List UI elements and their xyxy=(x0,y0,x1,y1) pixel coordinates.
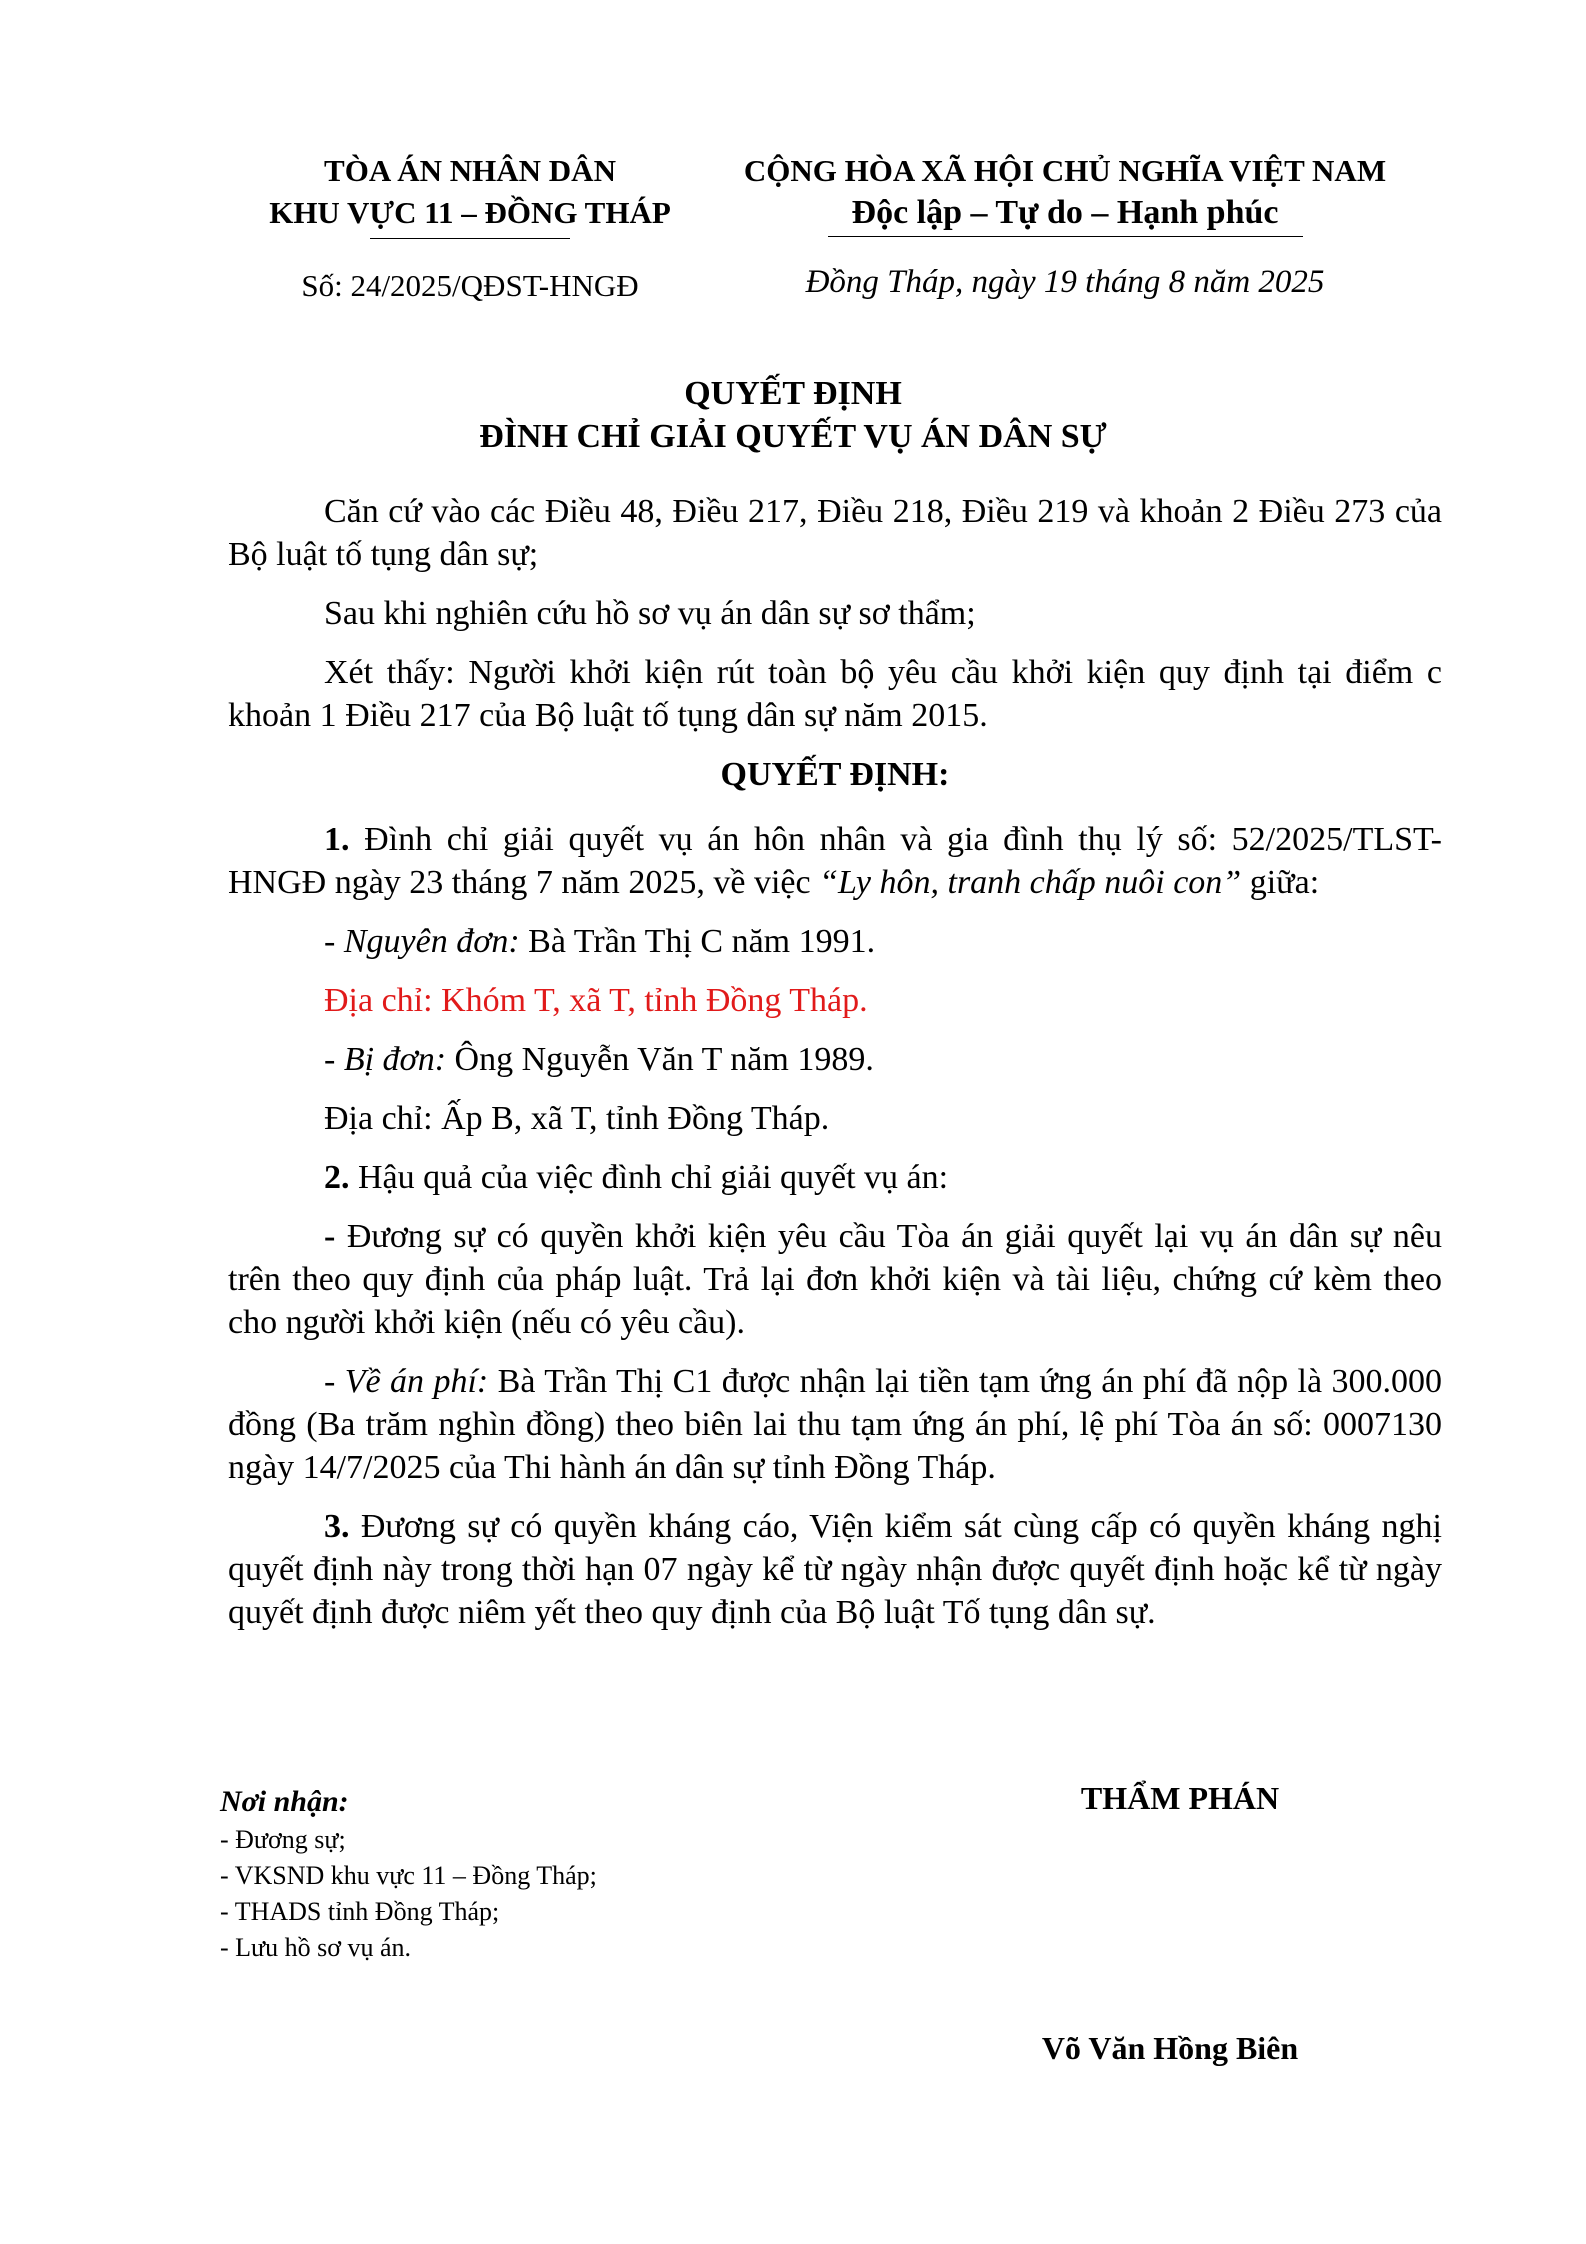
item-2-text: Hậu quả của việc đình chỉ giải quyết vụ án: xyxy=(349,1159,949,1196)
title-line-1: QUYẾT ĐỊNH xyxy=(684,375,902,412)
item-2a-text: Đương sự có quyền khởi kiện yêu cầu Tòa án giải quyết lại vụ án dân sự nêu trên theo quy định của pháp luật. Trả lại đơn khởi kiện và tài liệu, chứng cứ kèm theo cho người khởi kiện (nếu có yêu cầu). xyxy=(228,1218,1442,1341)
item-1-end: giữa: xyxy=(1241,864,1320,901)
national-motto: Độc lập – Tự do – Hạnh phúc xyxy=(851,194,1279,231)
title-line-2: ĐÌNH CHỈ GIẢI QUYẾT VỤ ÁN DÂN SỰ xyxy=(479,418,1107,455)
plaintiff-label: Nguyên đơn: xyxy=(343,923,520,960)
recipient-item: - Lưu hồ sơ vụ án. xyxy=(220,1933,412,1962)
document-number: Số: 24/2025/QĐST-HNGĐ xyxy=(301,268,639,303)
item-2a xyxy=(228,1215,1442,1344)
court-underline xyxy=(370,238,570,239)
plaintiff-text: Bà Trần Thị C năm 1991. xyxy=(519,923,876,960)
item-1 xyxy=(228,818,1442,904)
item-2b-label: - Về án phí: xyxy=(324,1363,489,1400)
recipient-item: - VKSND khu vực 11 – Đồng Tháp; xyxy=(220,1861,597,1890)
document-body xyxy=(228,490,1442,1650)
item-2-number: 2. xyxy=(324,1159,350,1196)
item-2b xyxy=(228,1360,1442,1489)
item-3-text: Đương sự có quyền kháng cáo, Viện kiểm sát cùng cấp có quyền kháng nghị quyết định này trong thời hạn 07 ngày kể từ ngày nhận được quyết định hoặc kể từ ngày quyết định được niêm yết theo quy định của Bộ luật Tố tụng dân sự. xyxy=(228,1508,1442,1631)
item-1-number: 1. xyxy=(324,821,350,858)
item-2 xyxy=(228,1156,1442,1199)
item-3 xyxy=(228,1505,1442,1634)
document-title xyxy=(200,372,1386,458)
item-2a-dash: - xyxy=(324,1218,336,1255)
recipient-item: - THADS tỉnh Đồng Tháp; xyxy=(220,1897,500,1926)
court-name: TÒA ÁN NHÂN DÂN xyxy=(324,153,616,188)
recipients-title: Nơi nhận: xyxy=(220,1785,349,1818)
item-1-text: Đình chỉ giải quyết vụ án hôn nhân và gia đình thụ lý số: 52/2025/TLST-HNGĐ ngày 23 tháng 7 năm 2025, về việc xyxy=(228,821,1442,901)
item-2b-text: Bà Trần Thị C1 được nhận lại tiền tạm ứng án phí đã nộp là 300.000 đồng (Ba trăm nghìn đồng) theo biên lai thu tạm ứng án phí, lệ phí Tòa án số: 0007130 ngày 14/7/2025 của Thi hành án dân sự tỉnh Đồng Tháp. xyxy=(228,1363,1442,1486)
signature-name: Võ Văn Hồng Biên xyxy=(1041,2030,1299,2066)
item-1-case: “Ly hôn, tranh chấp nuôi con” xyxy=(819,864,1242,901)
defendant-label: Bị đơn: xyxy=(343,1041,447,1078)
plaintiff-line xyxy=(228,920,1442,963)
defendant-dash: - xyxy=(324,1041,344,1078)
signature-role: THẨM PHÁN xyxy=(1080,1780,1280,1816)
recipients-block xyxy=(220,1782,820,1966)
defendant-text: Ông Nguyễn Văn T năm 1989. xyxy=(446,1041,874,1078)
defendant-address: Địa chỉ: Ấp B, xã T, tỉnh Đồng Tháp. xyxy=(324,1100,830,1137)
plaintiff-address: Địa chỉ: Khóm T, xã T, tỉnh Đồng Tháp. xyxy=(324,982,868,1019)
item-3-number: 3. xyxy=(324,1508,350,1545)
place-date: Đồng Tháp, ngày 19 tháng 8 năm 2025 xyxy=(805,264,1325,300)
decision-heading: QUYẾT ĐỊNH: xyxy=(720,756,950,793)
court-header xyxy=(220,150,720,239)
plaintiff-dash: - xyxy=(324,923,344,960)
recipient-item: - Đương sự; xyxy=(220,1825,346,1854)
motto-underline xyxy=(828,236,1303,237)
basis-paragraph-3: Xét thấy: Người khởi kiện rút toàn bộ yêu cầu khởi kiện quy định tại điểm c khoản 1 Điều 217 của Bộ luật tố tụng dân sự năm 2015. xyxy=(228,654,1442,734)
basis-paragraph-2: Sau khi nghiên cứu hồ sơ vụ án dân sự sơ thẩm; xyxy=(324,595,976,632)
national-header xyxy=(725,150,1405,237)
court-region: KHU VỰC 11 – ĐỒNG THÁP xyxy=(269,195,671,230)
defendant-line xyxy=(228,1038,1442,1081)
basis-paragraph-1: Căn cứ vào các Điều 48, Điều 217, Điều 218, Điều 219 và khoản 2 Điều 273 của Bộ luật tố tụng dân sự; xyxy=(228,493,1442,573)
nation-title: CỘNG HÒA XÃ HỘI CHỦ NGHĨA VIỆT NAM xyxy=(743,153,1387,188)
